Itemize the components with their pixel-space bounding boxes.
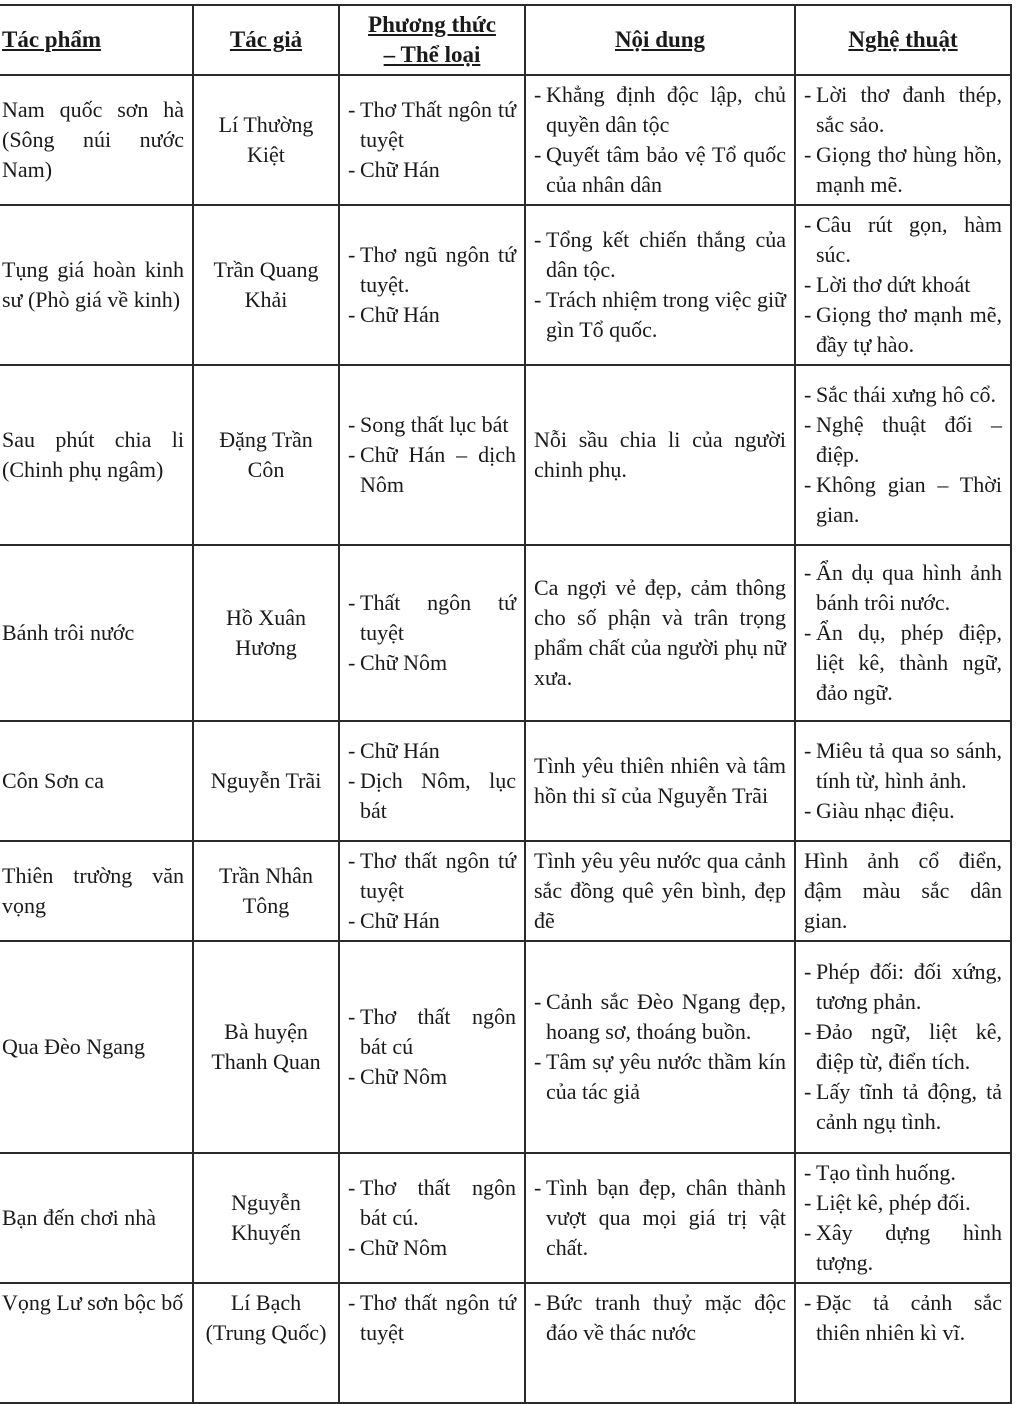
- art-item: - Đảo ngữ, liệt kê, điệp từ, điển tích.: [804, 1017, 1002, 1077]
- art-item: - Tạo tình huống.: [804, 1158, 1002, 1188]
- method-item: - Chữ Hán: [348, 155, 516, 185]
- table-row: [0, 1283, 1011, 1403]
- content-item: - Khẳng định độc lập, chủ quyền dân tộc: [534, 80, 786, 140]
- content-cell: [525, 75, 795, 205]
- work-title: Nam quốc sơn hà (Sông núi nước Nam): [0, 75, 193, 205]
- header-method-line2: – Thể loại: [383, 42, 481, 67]
- table-row: [0, 721, 1011, 841]
- work-title: Vọng Lư sơn bộc bố: [0, 1283, 193, 1403]
- method-cell: [339, 75, 525, 205]
- method-item: - Thơ Thất ngôn tứ tuyệt: [348, 95, 516, 155]
- method-cell: [339, 941, 525, 1153]
- method-item: - Thơ thất ngôn bát cú: [348, 1002, 516, 1062]
- content-cell: Tình yêu thiên nhiên và tâm hồn thi sĩ của Nguyễn Trãi: [525, 721, 795, 841]
- art-item: - Đặc tả cảnh sắc thiên nhiên kì vĩ.: [804, 1288, 1002, 1348]
- method-item: - Chữ Nôm: [348, 1062, 516, 1092]
- work-title: Tụng giá hoàn kinh sư (Phò giá về kinh): [0, 205, 193, 365]
- table-row: [0, 941, 1011, 1153]
- table-row: [0, 75, 1011, 205]
- table-row: [0, 545, 1011, 721]
- method-item: - Thơ thất ngôn tứ tuyệt: [348, 1288, 516, 1348]
- art-cell: [795, 75, 1011, 205]
- literature-summary-table: [0, 4, 1012, 1404]
- work-title: Bánh trôi nước: [0, 545, 193, 721]
- content-item: - Tâm sự yêu nước thầm kín của tác giả: [534, 1047, 786, 1107]
- content-cell: [525, 1153, 795, 1283]
- method-cell: [339, 365, 525, 545]
- method-cell: [339, 841, 525, 941]
- header-method-line1: Phương thức: [368, 12, 496, 37]
- art-item: - Ẩn dụ, phép điệp, liệt kê, thành ngữ, đảo ngữ.: [804, 618, 1002, 708]
- art-cell: [795, 941, 1011, 1153]
- method-cell: [339, 545, 525, 721]
- work-title: Thiên trường văn vọng: [0, 841, 193, 941]
- content-item: - Tổng kết chiến thắng của dân tộc.: [534, 225, 786, 285]
- method-item: - Thơ thất ngôn tứ tuyệt: [348, 846, 516, 906]
- header-work: Tác phẩm: [0, 5, 193, 75]
- method-item: - Song thất lục bát: [348, 410, 516, 440]
- header-art: Nghệ thuật: [795, 5, 1011, 75]
- author-name: Lí Bạch (Trung Quốc): [193, 1283, 339, 1403]
- method-item: - Chữ Hán: [348, 736, 516, 766]
- content-cell: Tình yêu yêu nước qua cảnh sắc đồng quê yên bình, đẹp đẽ: [525, 841, 795, 941]
- content-item: - Tình bạn đẹp, chân thành vượt qua mọi giá trị vật chất.: [534, 1173, 786, 1263]
- art-cell: [795, 1153, 1011, 1283]
- art-item: - Nghệ thuật đối – điệp.: [804, 410, 1002, 470]
- table-row: [0, 841, 1011, 941]
- content-item: - Quyết tâm bảo vệ Tổ quốc của nhân dân: [534, 140, 786, 200]
- art-cell: [795, 721, 1011, 841]
- method-item: - Thơ thất ngôn bát cú.: [348, 1173, 516, 1233]
- art-item: - Không gian – Thời gian.: [804, 470, 1002, 530]
- art-item: - Lấy tĩnh tả động, tả cảnh ngụ tình.: [804, 1077, 1002, 1137]
- art-item: - Lời thơ dứt khoát: [804, 270, 1002, 300]
- art-item: - Câu rút gọn, hàm súc.: [804, 210, 1002, 270]
- art-item: - Ẩn dụ qua hình ảnh bánh trôi nước.: [804, 558, 1002, 618]
- content-cell: [525, 1283, 795, 1403]
- method-item: - Thơ ngũ ngôn tứ tuyệt.: [348, 240, 516, 300]
- author-name: Nguyễn Trãi: [193, 721, 339, 841]
- header-content: Nội dung: [525, 5, 795, 75]
- art-item: - Xây dựng hình tượng.: [804, 1218, 1002, 1278]
- method-item: - Chữ Nôm: [348, 1233, 516, 1263]
- method-item: - Chữ Hán: [348, 300, 516, 330]
- art-cell: [795, 365, 1011, 545]
- art-cell: [795, 1283, 1011, 1403]
- method-item: - Dịch Nôm, lục bát: [348, 766, 516, 826]
- method-cell: [339, 721, 525, 841]
- content-item: - Bức tranh thuỷ mặc độc đáo về thác nước: [534, 1288, 786, 1348]
- author-name: Trần Nhân Tông: [193, 841, 339, 941]
- method-cell: [339, 1283, 525, 1403]
- art-item: - Giọng thơ hùng hồn, mạnh mẽ.: [804, 140, 1002, 200]
- method-cell: [339, 1153, 525, 1283]
- table-row: [0, 205, 1011, 365]
- art-cell: [795, 545, 1011, 721]
- method-item: - Chữ Hán: [348, 906, 516, 936]
- author-name: Đặng Trần Côn: [193, 365, 339, 545]
- work-title: Sau phút chia li (Chinh phụ ngâm): [0, 365, 193, 545]
- table-row: [0, 1153, 1011, 1283]
- author-name: Nguyễn Khuyến: [193, 1153, 339, 1283]
- art-item: - Giọng thơ mạnh mẽ, đầy tự hào.: [804, 300, 1002, 360]
- content-item: - Cảnh sắc Đèo Ngang đẹp, hoang sơ, thoáng buồn.: [534, 987, 786, 1047]
- method-item: - Thất ngôn tứ tuyệt: [348, 588, 516, 648]
- art-item: - Giàu nhạc điệu.: [804, 796, 1002, 826]
- method-item: - Chữ Hán – dịch Nôm: [348, 440, 516, 500]
- content-item: - Trách nhiệm trong việc giữ gìn Tổ quốc.: [534, 285, 786, 345]
- content-cell: [525, 205, 795, 365]
- art-item: - Sắc thái xưng hô cổ.: [804, 380, 1002, 410]
- work-title: Bạn đến chơi nhà: [0, 1153, 193, 1283]
- art-item: - Liệt kê, phép đối.: [804, 1188, 1002, 1218]
- method-cell: [339, 205, 525, 365]
- author-name: Bà huyện Thanh Quan: [193, 941, 339, 1153]
- work-title: Qua Đèo Ngang: [0, 941, 193, 1153]
- content-cell: Nỗi sầu chia li của người chinh phụ.: [525, 365, 795, 545]
- art-item: - Phép đối: đối xứng, tương phản.: [804, 957, 1002, 1017]
- table-row: [0, 365, 1011, 545]
- art-item: - Lời thơ đanh thép, sắc sảo.: [804, 80, 1002, 140]
- work-title: Côn Sơn ca: [0, 721, 193, 841]
- author-name: Lí Thường Kiệt: [193, 75, 339, 205]
- art-cell: Hình ảnh cổ điển, đậm màu sắc dân gian.: [795, 841, 1011, 941]
- art-cell: [795, 205, 1011, 365]
- header-row: [0, 5, 1011, 75]
- header-method: [339, 5, 525, 75]
- author-name: Hồ Xuân Hương: [193, 545, 339, 721]
- author-name: Trần Quang Khải: [193, 205, 339, 365]
- content-cell: [525, 941, 795, 1153]
- content-cell: Ca ngợi vẻ đẹp, cảm thông cho số phận và trân trọng phẩm chất của người phụ nữ xưa.: [525, 545, 795, 721]
- method-item: - Chữ Nôm: [348, 648, 516, 678]
- art-item: - Miêu tả qua so sánh, tính từ, hình ảnh.: [804, 736, 1002, 796]
- header-author: Tác giả: [193, 5, 339, 75]
